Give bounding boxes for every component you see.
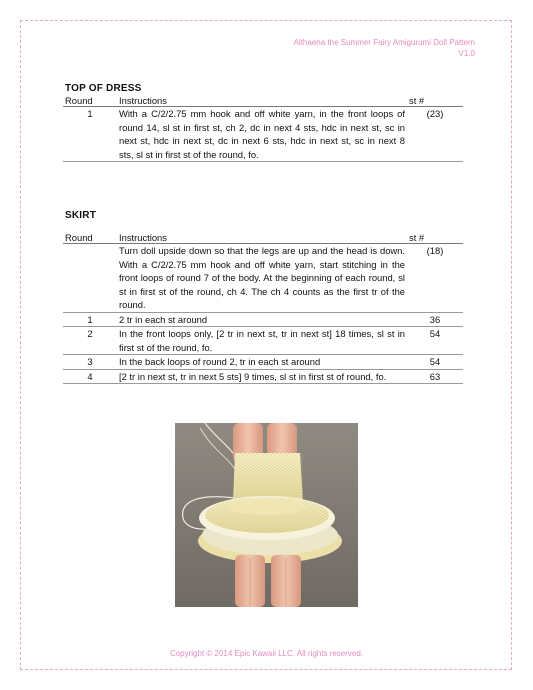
round-cell: 4 [63,369,117,384]
round-cell: 1 [63,312,117,327]
section-title-top-of-dress: TOP OF DRESS [65,83,142,94]
doll-skirt-photo [175,423,358,607]
header-title: Althaena the Summer Fairy Amigurumi Doll Pattern [293,38,475,47]
column-header-instructions: Instructions [117,95,407,107]
stitch-count-cell: (23) [407,107,463,162]
table-header-row [63,95,463,107]
stitch-count-cell: 54 [407,327,463,355]
instruction-cell: In the front loops only, [2 tr in next st, tr in next st] 18 times, sl st in first st of the round, fo. [119,328,405,353]
section-title-skirt: SKIRT [65,210,96,221]
instruction-cell: Turn doll upside down so that the legs are up and the head is down. With a C/2/2.75 mm hook and off white yarn, start stitching in the front loops of round 7 of the body. At the beginning of each round, sl st in first st of the round, ch 4. The ch 4 counts as the first tr of the round. [119,245,405,310]
round-cell: 3 [63,355,117,370]
instruction-cell: [2 tr in next st, tr in next 5 sts] 9 times, sl st in first st of round, fo. [117,369,407,384]
page-header [294,37,475,59]
column-header-round: Round [63,95,117,107]
round-cell: 2 [63,327,117,355]
table-row [63,327,463,355]
table-row [63,369,463,384]
table-row [63,107,463,162]
stitch-count-cell: 36 [407,312,463,327]
skirt-table [63,232,463,384]
stitch-count-cell: 63 [407,369,463,384]
instruction-cell: With a C/2/2.75 mm hook and off white yarn, in the front loops of round 14, sl st in first st, ch 2, dc in next 4 sts, hdc in next st, sc in next st, hdc in next st, dc in next 6 sts, hdc in next st, sc in next 8 sts, sl st in first st of the round, fo. [119,108,405,160]
instruction-cell: 2 tr in each st around [117,312,407,327]
column-header-st: st # [407,232,463,244]
stitch-count-cell: (18) [407,244,463,313]
table-row [63,355,463,370]
column-header-instructions: Instructions [117,232,407,244]
instruction-cell: In the back loops of round 2, tr in each st around [117,355,407,370]
table-row [63,312,463,327]
round-cell [63,244,117,313]
column-header-round: Round [63,232,117,244]
table-header-row [63,232,463,244]
column-header-st: st # [407,95,463,107]
table-row [63,244,463,313]
top-of-dress-table [63,95,463,162]
stitch-count-cell: 54 [407,355,463,370]
header-version: V1.0 [458,49,475,58]
round-cell: 1 [63,107,117,162]
copyright-footer: Copyright © 2014 Epic Kawaii LLC. All rights reserved. [169,649,364,658]
